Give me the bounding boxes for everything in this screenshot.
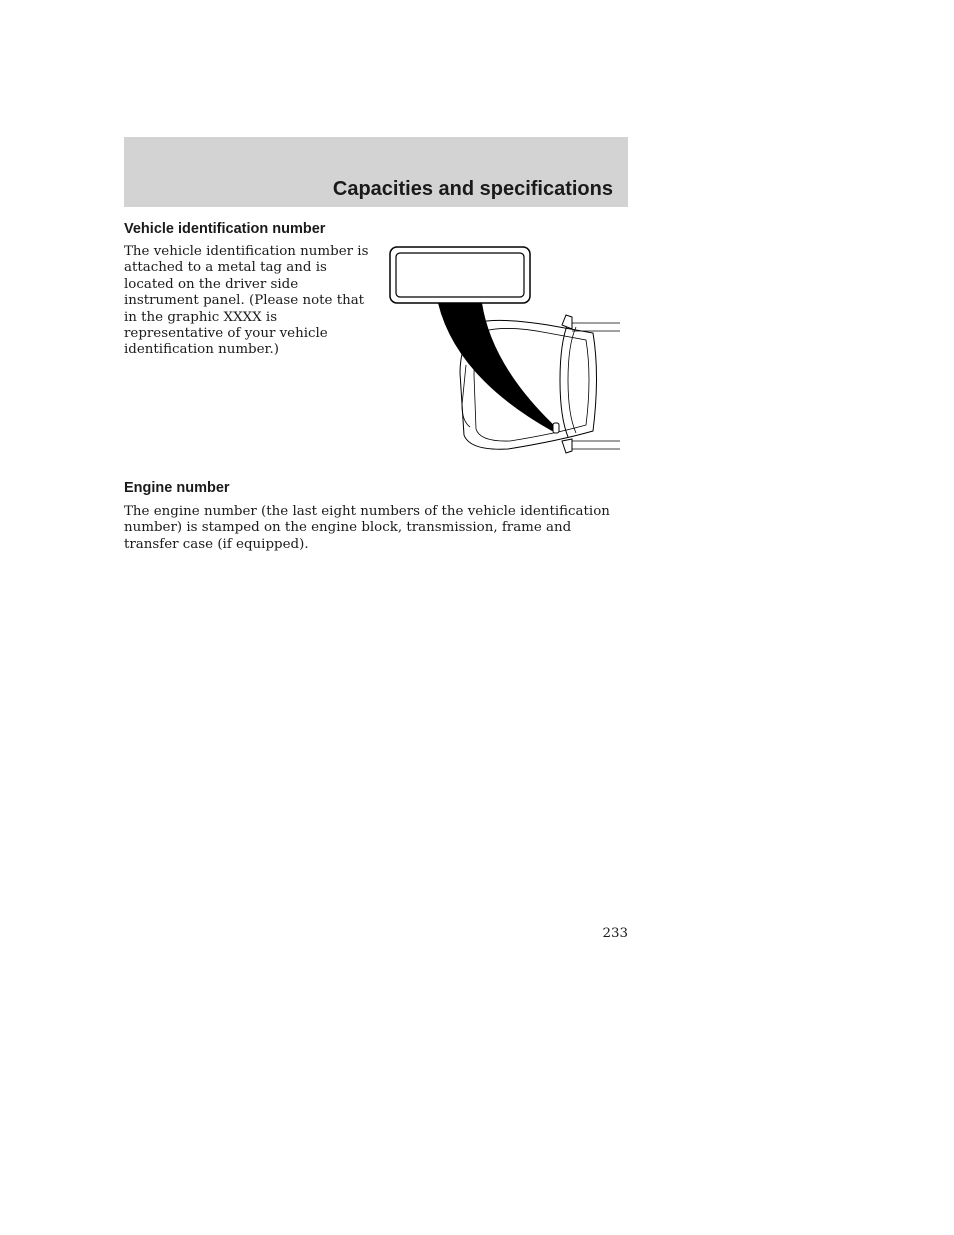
chapter-title: Capacities and specifications xyxy=(332,178,613,200)
vin-tag-location xyxy=(553,423,559,433)
vin-heading: Vehicle identification number xyxy=(124,221,326,237)
vin-location-illustration xyxy=(388,245,623,465)
vin-plate-inner xyxy=(396,253,524,297)
chapter-header-band xyxy=(124,137,628,207)
page-number: 233 xyxy=(602,926,628,941)
mirror-bottom xyxy=(562,439,572,453)
engine-number-description: The engine number (the last eight numbers of the vehicle identification number) is stamped on the engine block, transmission, frame and transfer case (if equipped). xyxy=(124,504,610,552)
engine-number-heading: Engine number xyxy=(124,480,230,496)
mirror-top xyxy=(562,315,572,329)
vin-description: The vehicle identification number is attached to a metal tag and is located on the driver side instrument panel. (Please note that in the graphic XXXX is representative of your vehicle identification number.) xyxy=(124,244,369,358)
